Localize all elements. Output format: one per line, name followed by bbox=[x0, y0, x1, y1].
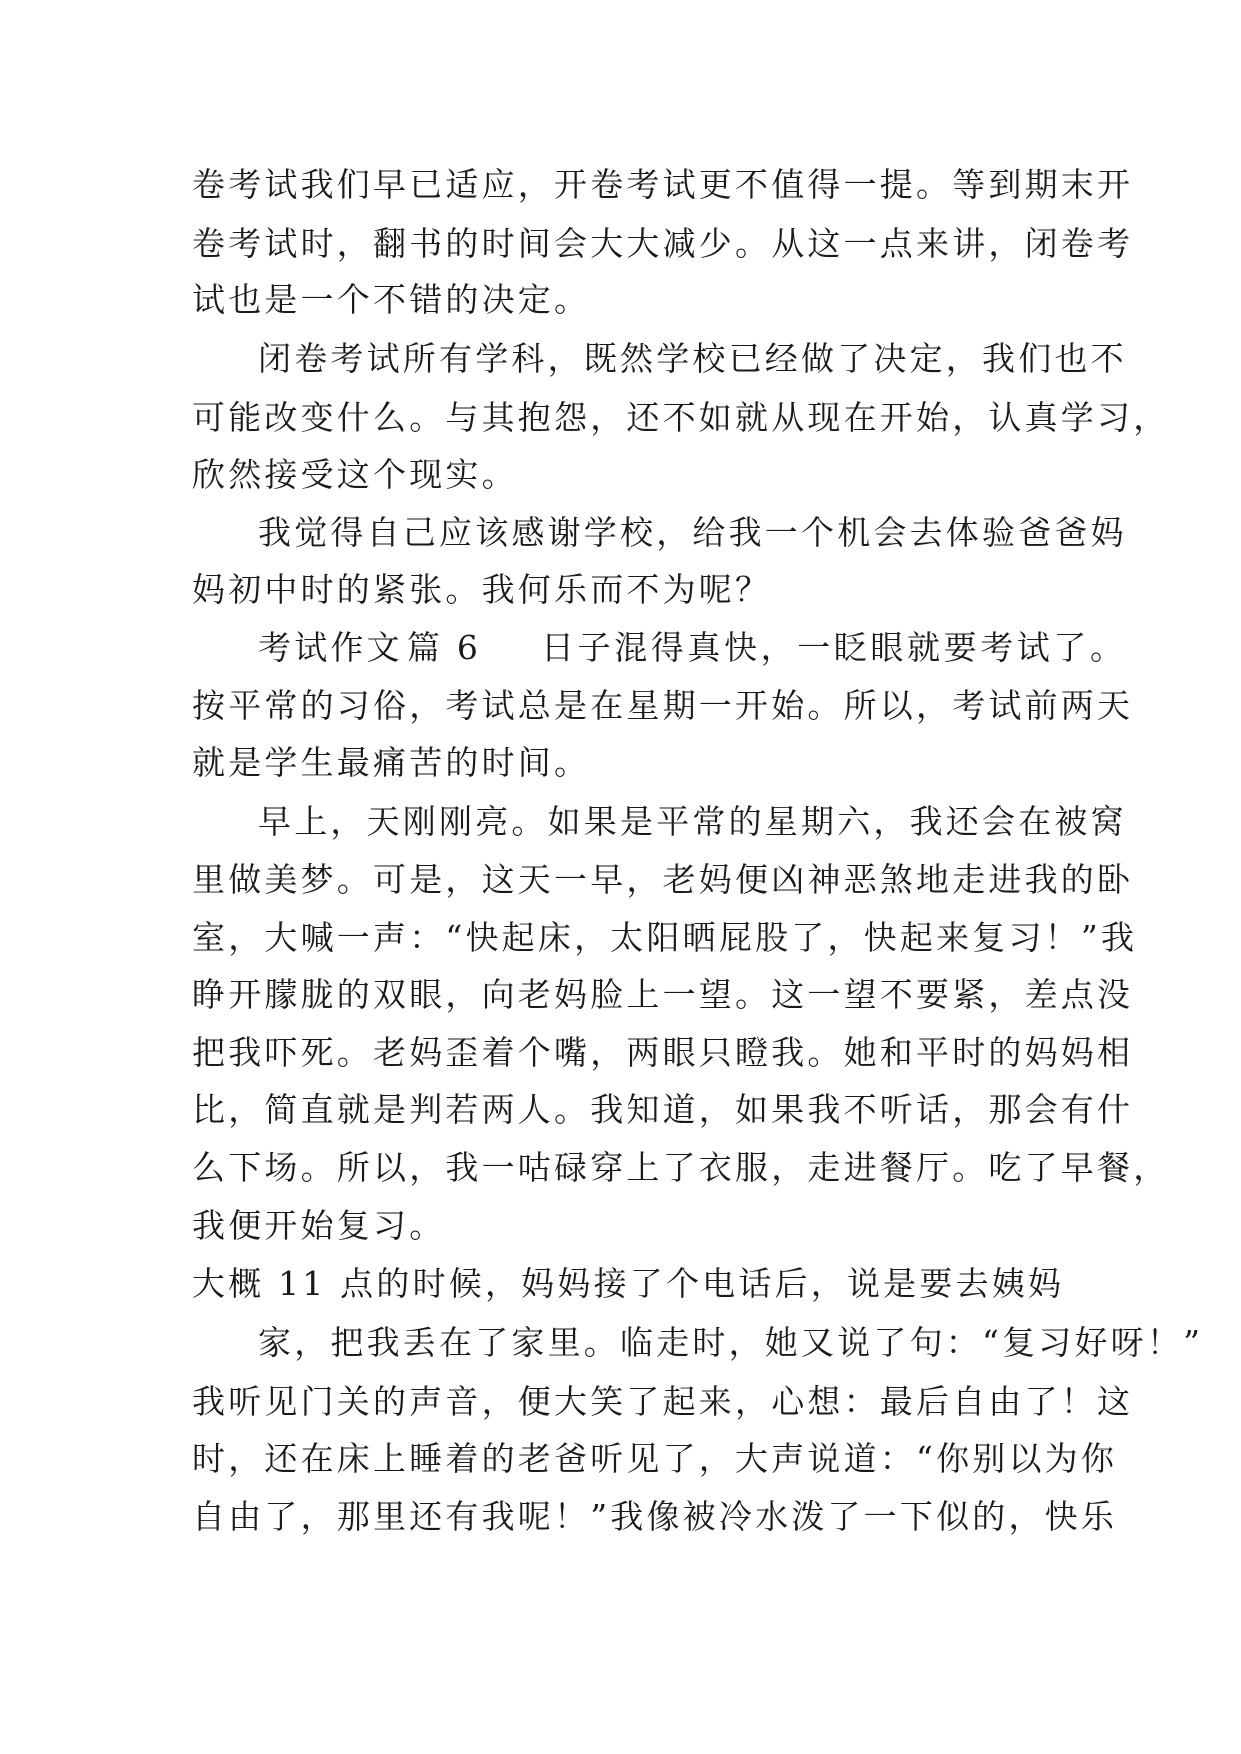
line-text: 睁开朦胧的双眼，向老妈脸上一望。这一望不要紧，差点没 bbox=[192, 975, 1134, 1014]
text-line bbox=[0, 1430, 1241, 1488]
text-line bbox=[0, 156, 1241, 214]
line-text: 卷考试我们早已适应，开卷考试更不值得一提。等到期末开 bbox=[192, 165, 1134, 204]
line-text: 闭卷考试所有学科，既然学校已经做了决定，我们也不 bbox=[258, 339, 1127, 378]
line-text: 把我吓死。老妈歪着个嘴，两眼只瞪我。她和平时的妈妈相 bbox=[192, 1033, 1134, 1072]
line-text: 可能改变什么。与其抱怨，还不如就从现在开始，认真学习， bbox=[192, 398, 1170, 437]
text-line bbox=[0, 389, 1241, 447]
line-text: 按平常的习俗，考试总是在星期一开始。所以，考试前两天 bbox=[192, 686, 1134, 725]
text-line bbox=[0, 1081, 1241, 1139]
line-text: 么下场。所以，我一咕碌穿上了衣服，走进餐厅。吃了早餐， bbox=[192, 1148, 1170, 1187]
text-line bbox=[0, 1255, 1241, 1313]
line-text: 欣然接受这个现实。 bbox=[192, 455, 518, 494]
text-line bbox=[0, 1314, 1241, 1372]
text-line bbox=[0, 561, 1241, 619]
text-line bbox=[0, 215, 1241, 273]
text-line bbox=[0, 909, 1241, 967]
line-text: 大概 11 点的时候，妈妈接了个电话后，说是要去姨妈 bbox=[192, 1264, 1065, 1303]
line-text: 就是学生最痛苦的时间。 bbox=[192, 743, 591, 782]
text-line bbox=[0, 1139, 1241, 1197]
text-line bbox=[0, 504, 1241, 562]
essay-title: 考试作文 bbox=[258, 628, 403, 667]
text-line bbox=[0, 1488, 1241, 1546]
text-line bbox=[0, 677, 1241, 735]
line-text: 时，还在床上睡着的老爸听见了，大声说道：“你别以为你 bbox=[192, 1439, 1118, 1478]
line-text: 室，大喊一声：“快起床，太阳晒屁股了，快起来复习！”我 bbox=[192, 918, 1138, 957]
text-line bbox=[0, 851, 1241, 909]
line-text: 自由了，那里还有我呢！”我像被冷水泼了一下似的，快乐 bbox=[192, 1497, 1118, 1536]
line-text: 卷考试时，翻书的时间会大大减少。从这一点来讲，闭卷考 bbox=[192, 224, 1134, 263]
essay-heading-line bbox=[0, 619, 1241, 677]
text-line bbox=[0, 271, 1241, 329]
line-text: 我听见门关的声音，便大笑了起来，心想：最后自由了！这 bbox=[192, 1382, 1134, 1421]
line-text: 比，简直就是判若两人。我知道，如果我不听话，那会有什 bbox=[192, 1090, 1134, 1129]
line-text: 我便开始复习。 bbox=[192, 1206, 446, 1245]
text-line bbox=[0, 734, 1241, 792]
line-text: 家，把我丢在了家里。临走时，她又说了句：“复习好呀！” bbox=[258, 1323, 1204, 1362]
essay-number: 篇 6 bbox=[407, 628, 482, 667]
text-line bbox=[0, 793, 1241, 851]
line-text: 早上，天刚刚亮。如果是平常的星期六，我还会在被窝 bbox=[258, 802, 1127, 841]
text-line bbox=[0, 1197, 1241, 1255]
line-text: 试也是一个不错的决定。 bbox=[192, 280, 591, 319]
text-line bbox=[0, 446, 1241, 504]
text-line bbox=[0, 330, 1241, 388]
line-text: 我觉得自己应该感谢学校，给我一个机会去体验爸爸妈 bbox=[258, 513, 1127, 552]
text-line bbox=[0, 1024, 1241, 1082]
text-line bbox=[0, 966, 1241, 1024]
essay-first-sentence: 日子混得真快，一眨眼就要考试了。 bbox=[541, 628, 1127, 667]
text-line bbox=[0, 1373, 1241, 1431]
line-text: 里做美梦。可是，这天一早，老妈便凶神恶煞地走进我的卧 bbox=[192, 860, 1134, 899]
line-text: 妈初中时的紧张。我何乐而不为呢？ bbox=[192, 570, 772, 609]
